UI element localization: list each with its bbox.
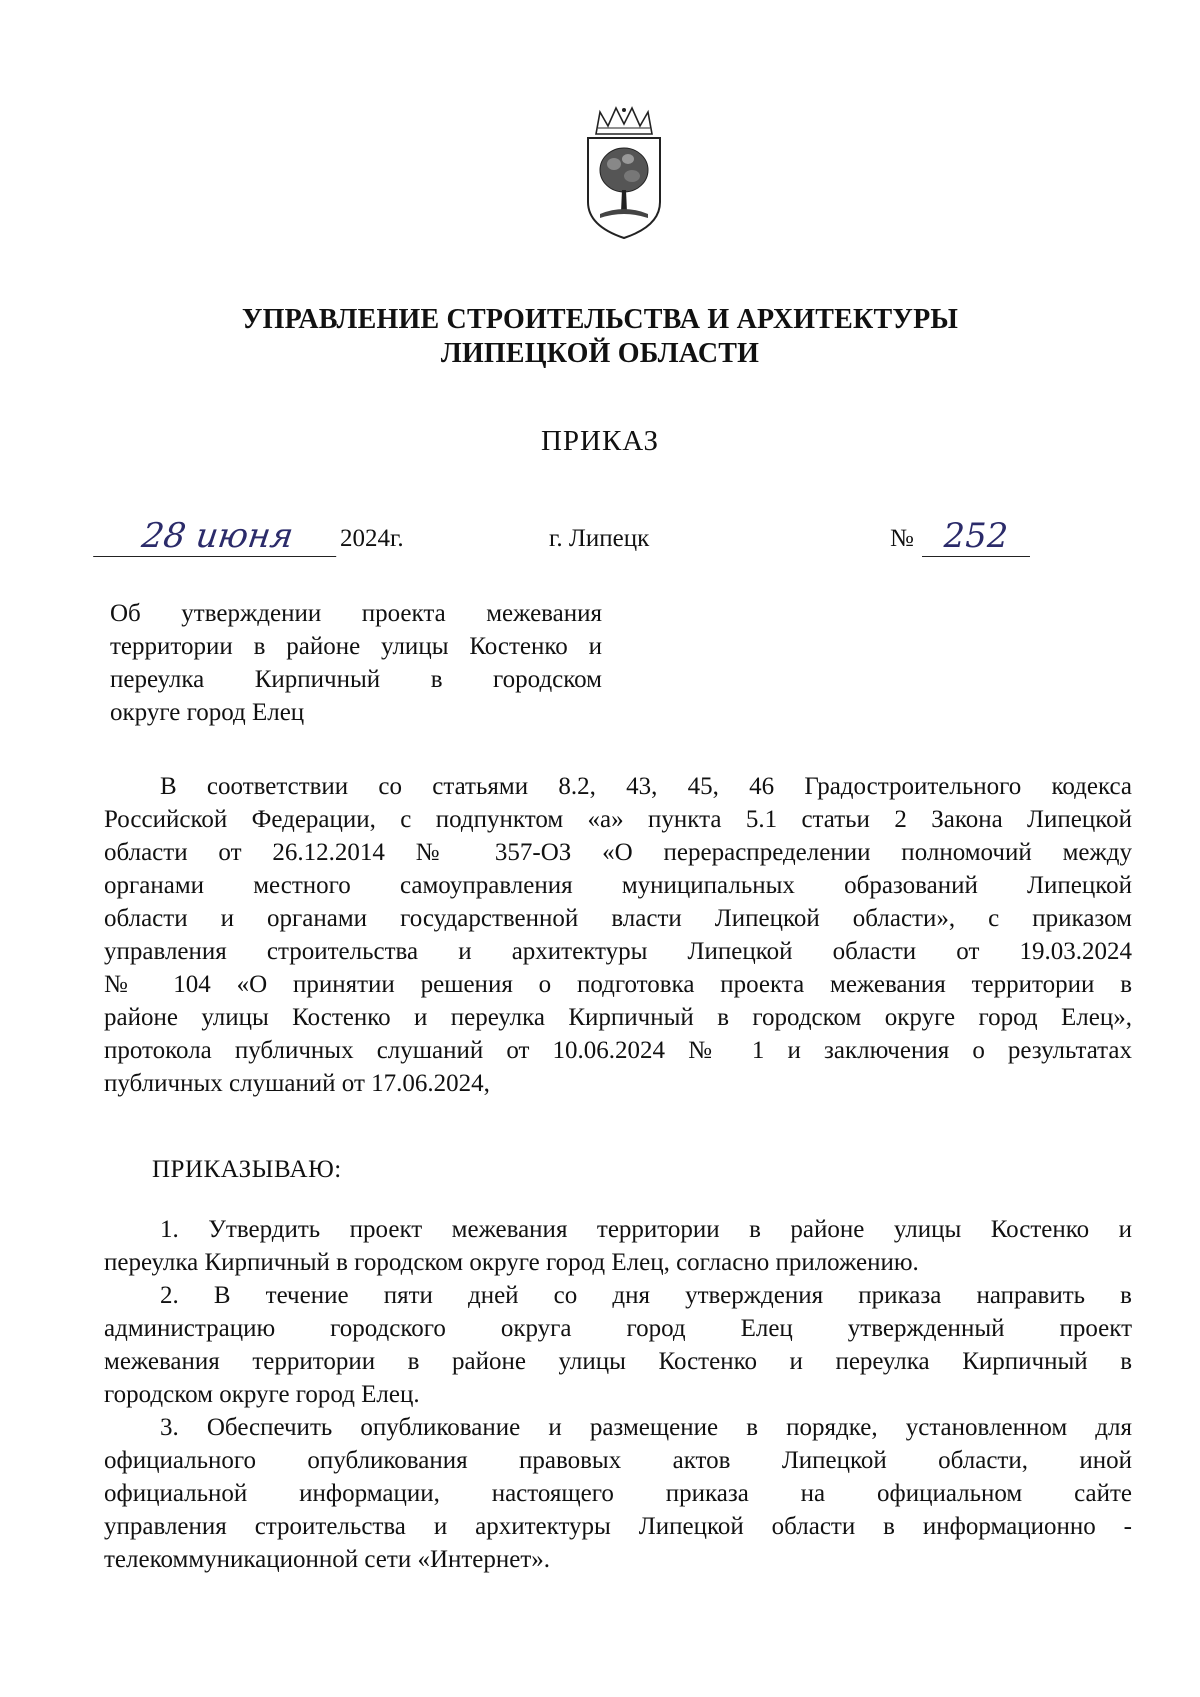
paragraph-line: 1. Утвердить проект межевания территории в районе улицы Костенко и — [160, 1216, 1132, 1243]
paragraph-line: переулка Кирпичный в городском округе город Елец, согласно приложению. — [104, 1249, 919, 1276]
subject-line: территории в районе улицы Костенко и — [110, 633, 602, 660]
paragraph-line: № 104 «О принятии решения о подготовка проекта межевания территории в — [104, 971, 1132, 998]
paragraph-line: управления строительства и архитектуры Липецкой области в информационно - — [104, 1513, 1132, 1540]
number-label: № — [890, 525, 914, 552]
paragraph-line: протокола публичных слушаний от 10.06.2024 № 1 и заключения о результатах — [104, 1037, 1132, 1064]
paragraph-line: области от 26.12.2014 № 357-ОЗ «О перераспределении полномочий между — [104, 839, 1132, 866]
paragraph-line: В соответствии со статьями 8.2, 43, 45, 46 Градостроительного кодекса — [160, 773, 1132, 800]
coat-of-arms-icon — [574, 104, 674, 244]
paragraph-line: официальной информации, настоящего приказа на официальном сайте — [104, 1480, 1132, 1507]
document-year: 2024г. — [340, 525, 404, 552]
paragraph-line: межевания территории в районе улицы Костенко и переулка Кирпичный в — [104, 1348, 1132, 1375]
document-subject — [110, 597, 602, 729]
paragraph-line: Российской Федерации, с подпунктом «а» пункта 5.1 статьи 2 Закона Липецкой — [104, 806, 1132, 833]
paragraph-line: городском округе город Елец. — [104, 1381, 420, 1408]
organization-name-line1: УПРАВЛЕНИЕ СТРОИТЕЛЬСТВА И АРХИТЕКТУРЫ — [241, 304, 959, 335]
handwritten-date: 28 июня — [93, 516, 342, 557]
order-items — [104, 1213, 1132, 1576]
document-type: ПРИКАЗ — [540, 425, 660, 457]
subject-line: переулка Кирпичный в городском — [110, 666, 602, 693]
order-item — [104, 1213, 1132, 1279]
handwritten-number: 252 — [922, 516, 1030, 557]
paragraph-line: телекоммуникационной сети «Интернет». — [104, 1546, 551, 1573]
paragraph-line: 2. В течение пяти дней со дня утверждения приказа направить в — [160, 1282, 1132, 1309]
paragraph-line: администрацию городского округа город Елец утвержденный проект — [104, 1315, 1132, 1342]
subject-line: округе город Елец — [110, 699, 305, 726]
document-city: г. Липецк — [549, 525, 650, 552]
order-item — [104, 1411, 1132, 1576]
order-word: ПРИКАЗЫВАЮ: — [152, 1156, 342, 1183]
paragraph-line: области и органами государственной власти Липецкой области», с приказом — [104, 905, 1132, 932]
basis-paragraph — [104, 770, 1132, 1100]
paragraph-line: управления строительства и архитектуры Липецкой области от 19.03.2024 — [104, 938, 1132, 965]
organization-name-line2: ЛИПЕЦКОЙ ОБЛАСТИ — [440, 338, 760, 369]
paragraph-line: публичных слушаний от 17.06.2024, — [104, 1070, 490, 1097]
paragraph-line: органами местного самоуправления муниципальных образований Липецкой — [104, 872, 1132, 899]
order-item — [104, 1279, 1132, 1411]
paragraph-line: официального опубликования правовых актов Липецкой области, иной — [104, 1447, 1132, 1474]
paragraph-line: 3. Обеспечить опубликование и размещение в порядке, установленном для — [160, 1414, 1132, 1441]
paragraph-line: районе улицы Костенко и переулка Кирпичный в городском округе город Елец», — [104, 1004, 1132, 1031]
subject-line: Об утверждении проекта межевания — [110, 600, 602, 627]
